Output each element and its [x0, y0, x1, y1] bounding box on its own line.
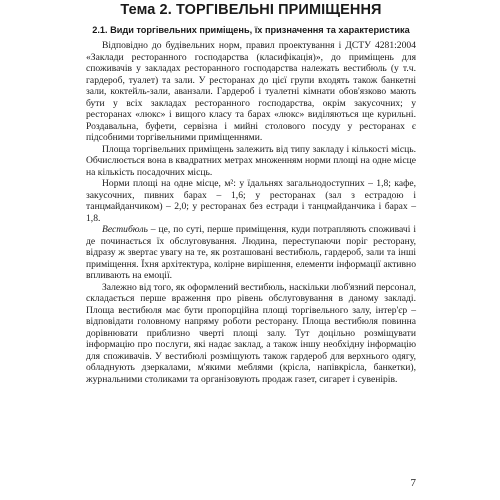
book-page: [86, 0, 416, 500]
paragraph-2: Площа торгівельних приміщень залежить від типу закладу і кількості місць. Обчислюється вона в квадратних метрах множенням норми площі на одне місце на кількість посадочних місць.: [86, 143, 416, 178]
paragraph-4: [86, 224, 416, 282]
paragraph-3: Норми площі на одне місце, м²: у їдальнях загальнодоступних – 1,8; кафе, закусочних, пивних барах – 1,6; у ресторанах (зал з естрадою і танцмайданчиком) – 2,0; у ресторанах без естради і танцмайданчика і барах – 1,8.: [86, 178, 416, 224]
page-number: 7: [410, 477, 416, 489]
paragraph-5: Залежно від того, як оформлений вестибюль, наскільки люб'язний персонал, складається перше враження про рівень обслуговування в даному закладі. Площа вестибюля має бути пропорційна площі торгівельного залу, інтер'єр – відповідати головному напряму роботи ресторану. Площа вестибюля повинна дорівнювати приблизно чверті площі залу. Тут доцільно розміщувати інформацію про послуги, які надає заклад, а також іншу необхідну інформацію для споживачів. У вестибюлі розміщують також гардероб для верхнього одягу, обладнують дзеркалами, м'якими меблями (крісла, напівкрісла, банкетки), журнальними столиками та організовують продаж газет, сигарет і сувенірів.: [86, 281, 416, 385]
paragraph-4-text: – це, по суті, перше приміщення, куди потрапляють споживачі і де починається їх обслуговування. Людина, переступаючи поріг ресторану, відразу ж звертає увагу на те, як розташовані вестибюль, гардероб, зали та інші приміщення. Їхня архітектура, колірне вирішення, елементи інформації активно впливають на емоції.: [86, 224, 416, 281]
term-vestibule: Вестибюль: [102, 224, 148, 235]
paragraph-1: Відповідно до будівельних норм, правил проектування і ДСТУ 4281:2004 «Заклади ресторанного господарства (класифікація)», до приміщень для споживачів у закладах ресторанного господарства належать вестибюль (у т.ч. гардероб, туалет) та зали. У ресторанах до цієї групи входять також банкетні зали, коктейль-зали, аванзали. Гардероб і туалетні кімнати обов'язково мають бути у всіх закладах ресторанного господарства, окрім закусочних; у ресторанах «люкс» і вищого класу та барах «люкс» виділяються ще курильні. Роздавальна, буфети, сервізна і мийні столового посуду у ресторанах є підсобними торгівельними приміщеннями.: [86, 40, 416, 143]
section-title: 2.1. Види торгівельних приміщень, їх призначення та характеристика: [92, 25, 410, 35]
chapter-title: Тема 2. ТОРГІВЕЛЬНІ ПРИМІЩЕННЯ: [120, 2, 382, 18]
